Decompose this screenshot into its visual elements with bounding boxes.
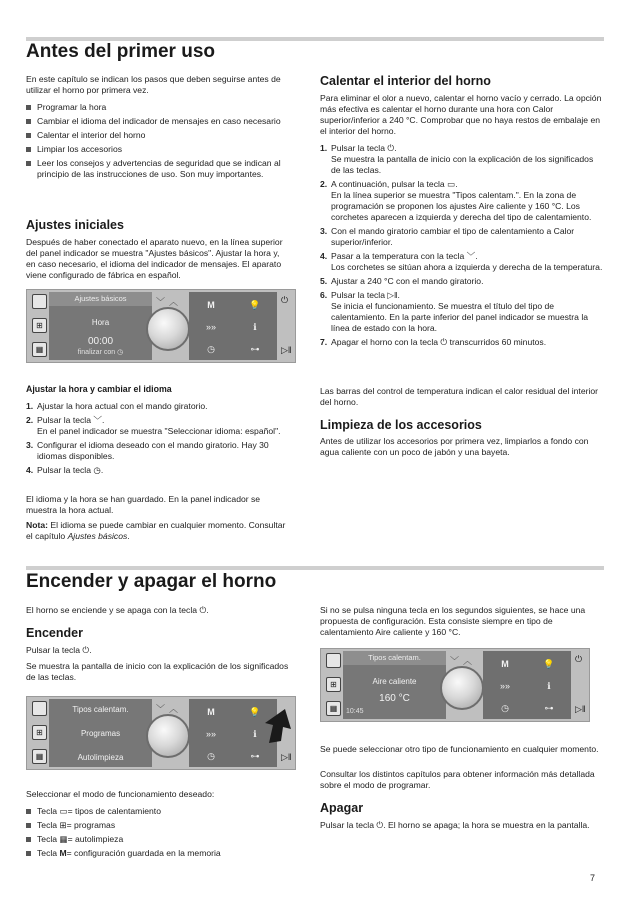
display-hora: Hora <box>91 318 110 327</box>
right-p3: Consultar los distintos capítulos para obtener información más detallada sobre el modo de programar. <box>320 769 595 790</box>
step-item: 4. Pulsar la tecla ◷. <box>26 465 104 475</box>
memory-icon: M <box>59 848 67 858</box>
hora-steps <box>26 401 292 479</box>
display-finalizar: finalizar con <box>77 349 116 356</box>
selfclean-key[interactable]: ▦ <box>326 701 341 716</box>
display-top-line: Ajustes básicos <box>49 292 152 306</box>
power-icon: ⏻ <box>82 645 90 655</box>
limpieza-heading: Limpieza de los accesorios <box>320 418 482 432</box>
display-tipos: Tipos calentam. <box>72 705 129 714</box>
control-panel-ajustes <box>26 289 296 363</box>
apagar-text: Pulsar la tecla ⏻. El horno se apaga; la hora se muestra en la pantalla. <box>320 820 590 830</box>
display-temp: 160 °C <box>379 693 410 704</box>
fastheat-key[interactable]: »» <box>499 681 510 691</box>
section-title-encender: Encender y apagar el horno <box>26 571 277 592</box>
step-item: 3. Configurar el idioma deseado con el mando giratorio. Hay 30 idiomas disponibles. <box>26 440 269 461</box>
display-clock: 10:45 <box>346 708 364 715</box>
panel-display <box>49 699 152 767</box>
oven-mode-key[interactable] <box>32 294 47 309</box>
nota: Nota: El idioma se puede cambiar en cualquier momento. Consultar el capítulo Ajustes básicos. <box>26 520 286 541</box>
key-grid <box>189 292 277 360</box>
chevron-down-icon: ﹀ <box>93 415 102 425</box>
selfclean-key[interactable]: ▦ <box>32 749 47 764</box>
info-key[interactable]: ℹ <box>253 729 257 739</box>
intro-bullets <box>26 102 288 183</box>
step-item: 7. Apagar el horno con la tecla ⏻ transcurridos 60 minutos. <box>320 337 547 347</box>
pointer-arrow-icon <box>263 707 293 745</box>
light-key[interactable]: 💡 <box>249 300 261 310</box>
rotary-knob[interactable] <box>440 666 484 710</box>
selfclean-icon: ▦ <box>59 834 68 844</box>
timer-key[interactable]: ◷ <box>501 703 509 713</box>
power-icon[interactable]: ⏻ <box>575 654 583 664</box>
step-item: 2. A continuación, pulsar la tecla ▭. En la línea superior se muestra "Tipos calentam.". En la zona de programación se proponen los ajustes Aire caliente y 160 °C. Los corchetes aparecen a izquierda y derecha del tipo de calentamiento. <box>320 179 592 222</box>
display-aire: Aire caliente <box>372 677 417 686</box>
lock-key[interactable]: ⊶ <box>250 344 260 354</box>
chevron-down-icon: ﹀ <box>466 251 476 261</box>
page-number: 7 <box>590 873 596 883</box>
intro-text: En este capítulo se indican los pasos que deben seguirse antes de utilizar el horno por primera vez. <box>26 74 281 95</box>
display-programas: Programas <box>80 729 121 738</box>
encender-p1: Pulsar la tecla ⏻. <box>26 645 92 655</box>
programs-key[interactable]: ⊞ <box>32 725 47 740</box>
control-panel-propuesta <box>320 648 590 722</box>
lock-key[interactable]: ⊶ <box>544 703 554 713</box>
power-icon[interactable]: ⏻ <box>281 295 289 305</box>
step-item: 4. Pasar a la temperatura con la tecla ﹀. Los corchetes se sitúan ahora a izquierda y derecha de la temperatura. <box>320 251 603 272</box>
tecla-item: Tecla M= configuración guardada en la memoria <box>26 848 292 859</box>
info-key[interactable]: ℹ <box>547 681 551 691</box>
lock-key[interactable]: ⊶ <box>250 751 260 761</box>
key-grid <box>483 651 571 719</box>
chevron-down-icon[interactable]: ﹀ <box>156 704 166 714</box>
step-item: 3. Con el mando giratorio cambiar el tipo de calentamiento a Calor superior/inferior. <box>320 226 575 247</box>
step-item: 5. Ajustar a 240 °C con el mando giratorio. <box>320 276 484 286</box>
selfclean-key[interactable]: ▦ <box>32 342 47 357</box>
display-autolimpieza: Autolimpieza <box>77 753 124 762</box>
right-p2: Se puede seleccionar otro tipo de funcionamiento en cualquier momento. <box>320 744 599 754</box>
memory-key[interactable]: M <box>207 707 215 717</box>
bullet-item: Programar la hora <box>26 102 288 113</box>
memory-key[interactable]: M <box>501 659 509 669</box>
panel-display <box>49 292 152 360</box>
nota-label: Nota: <box>26 520 48 530</box>
step-item: 2. Pulsar la tecla ﹀. En el panel indicador se muestra "Seleccionar idioma: español". <box>26 415 281 436</box>
memory-key[interactable]: M <box>207 300 215 310</box>
nota-text: El idioma se puede cambiar en cualquier momento. Consultar el capítulo <box>26 520 286 541</box>
right-p1: Si no se pulsa ninguna tecla en los segundos siguientes, se hace una propuesta de configuración. Esta consiste siempre en tipo de calentamiento Aire caliente y 160 °C. <box>320 605 586 637</box>
bullet-item: Limpiar los accesorios <box>26 144 288 155</box>
timer-key[interactable]: ◷ <box>207 344 215 354</box>
programs-icon: ⊞ <box>59 820 67 830</box>
oven-mode-icon: ▭ <box>59 806 68 816</box>
limpieza-text: Antes de utilizar los accesorios por primera vez, limpiarlos a fondo con agua caliente con un poco de jabón y una bayeta. <box>320 436 589 457</box>
rotary-knob[interactable] <box>146 307 190 351</box>
panel-display <box>343 651 446 719</box>
power-icon: ⏻ <box>440 337 448 347</box>
select-text: Seleccionar el modo de funcionamiento deseado: <box>26 789 215 799</box>
step-item: 6. Pulsar la tecla ▷‖. Se inicia el funcionamiento. Se muestra el título del tipo de calentamiento. En la parte inferior del panel indicador se muestra la línea de estado con la hora. <box>320 290 589 333</box>
tecla-item: Tecla ▦= autolimpieza <box>26 834 292 845</box>
calentar-heading: Calentar el interior del horno <box>320 74 491 88</box>
power-icon: ⏻ <box>199 605 207 615</box>
bullet-item: Calentar el interior del horno <box>26 130 288 141</box>
start-stop-icon[interactable]: ▷‖ <box>281 752 292 762</box>
encender-p2: Se muestra la pantalla de inicio con la explicación de los significados de las teclas. <box>26 661 289 682</box>
bullet-item: Leer los consejos y advertencias de seguridad que se indican al principio de las instrucciones de uso. Son muy importantes. <box>26 158 288 180</box>
display-top-line: Tipos calentam. <box>343 651 446 665</box>
chevron-up-icon[interactable]: ︿ <box>169 297 179 307</box>
tecla-item: Tecla ▭= tipos de calentamiento <box>26 806 292 817</box>
step-item: 1. Ajustar la hora actual con el mando giratorio. <box>26 401 208 411</box>
programs-key[interactable]: ⊞ <box>326 677 341 692</box>
chevron-up-icon[interactable]: ︿ <box>463 656 473 666</box>
display-time: 00:00 <box>87 336 114 347</box>
nota-ref: Ajustes básicos <box>67 531 128 541</box>
power-icon: ⏻ <box>376 820 384 830</box>
oven-mode-key[interactable] <box>326 653 341 668</box>
start-stop-icon[interactable]: ▷‖ <box>281 345 292 355</box>
timer-key[interactable]: ◷ <box>207 751 215 761</box>
chevron-down-icon[interactable]: ﹀ <box>450 656 460 666</box>
encender-intro: El horno se enciende y se apaga con la tecla ⏻. <box>26 605 209 615</box>
ajustes-text: Después de haber conectado el aparato nuevo, en la línea superior del panel indicador se muestra "Ajustes básicos". Ajustar la hora y, en caso necesario, el idioma del indicador de mensajes. El aparato viene configurado de fábrica en español. <box>26 237 283 280</box>
chevron-down-icon[interactable]: ﹀ <box>156 297 166 307</box>
clock-icon: ◷ <box>93 465 101 475</box>
power-icon: ⏻ <box>387 143 395 153</box>
section-rule-encender <box>26 566 604 570</box>
fastheat-key[interactable]: »» <box>205 322 216 332</box>
hora-heading: Ajustar la hora y cambiar el idioma <box>26 384 172 394</box>
calentar-text: Para eliminar el olor a nuevo, calentar el horno vacío y cerrado. La opción más efectiva es calentar el horno durante una hora con Calor superior/inferior a 240 °C. Comprobar que no haya restos de embalaje en el interior del horno. <box>320 93 602 136</box>
tecla-item: Tecla ⊞= programas <box>26 820 292 831</box>
apagar-heading: Apagar <box>320 801 364 815</box>
clock-icon: ◷ <box>117 349 124 356</box>
chevron-up-icon[interactable]: ︿ <box>169 704 179 714</box>
section-title-antes: Antes del primer uso <box>26 41 215 62</box>
bullet-item: Cambiar el idioma del indicador de mensajes en caso necesario <box>26 116 288 127</box>
tecla-list <box>26 806 292 862</box>
start-stop-icon[interactable]: ▷‖ <box>575 704 586 714</box>
rotary-knob[interactable] <box>146 714 190 758</box>
control-panel-inicio <box>26 696 296 770</box>
calentar-steps <box>320 143 604 351</box>
start-stop-icon: ▷‖ <box>387 290 398 300</box>
oven-mode-key[interactable] <box>32 701 47 716</box>
encender-heading: Encender <box>26 626 83 640</box>
light-key[interactable]: 💡 <box>543 659 555 669</box>
ajustes-heading: Ajustes iniciales <box>26 218 124 232</box>
calentar-after: Las barras del control de temperatura indican el calor residual del interior del horno. <box>320 386 599 407</box>
info-key[interactable]: ℹ <box>253 322 257 332</box>
light-key[interactable]: 💡 <box>249 707 261 717</box>
step-item: 1. Pulsar la tecla ⏻. Se muestra la pantalla de inicio con la explicación de los significados de las teclas. <box>320 143 594 175</box>
programs-key[interactable]: ⊞ <box>32 318 47 333</box>
hora-after: El idioma y la hora se han guardado. En la panel indicador se muestra la hora actual. <box>26 494 261 515</box>
oven-mode-icon: ▭ <box>447 179 456 189</box>
fastheat-key[interactable]: »» <box>205 729 216 739</box>
